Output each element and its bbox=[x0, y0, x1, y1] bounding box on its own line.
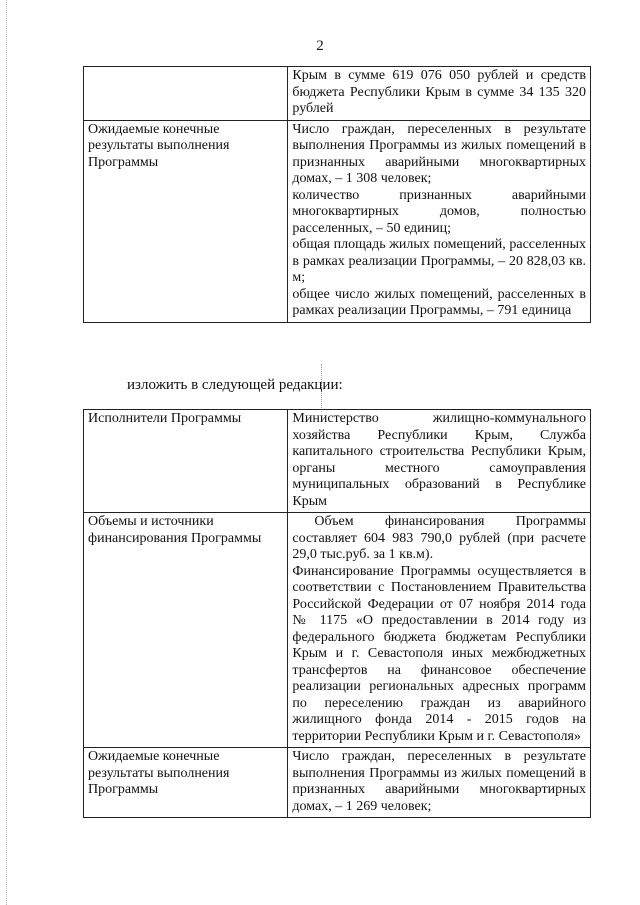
paragraph: общее число жилых помещений, расселенных в рамках реализации Программы, – 791 единица bbox=[292, 286, 586, 318]
previous-passport-table bbox=[83, 66, 591, 323]
row-content bbox=[288, 513, 591, 748]
table-row bbox=[84, 513, 591, 748]
row-label: Исполнители Программы bbox=[84, 410, 288, 513]
paragraph: Число граждан, переселенных в результате выполнения Программы из жилых помещений в признанных аварийными многоквартирных домах, – 1 269 человек; bbox=[292, 749, 586, 814]
table-row bbox=[84, 67, 591, 121]
paragraph: Министерство жилищно-коммунального хозяйства Республики Крым, Служба капитального строительства Республики Крым, органы местного самоуправления муниципальных образований в Республике Крым bbox=[292, 411, 586, 509]
row-label: Ожидаемые конечные результаты выполнения Программы bbox=[84, 748, 288, 818]
row-label bbox=[84, 67, 288, 121]
row-label: Объемы и источники финансирования Программы bbox=[84, 513, 288, 748]
row-content bbox=[288, 748, 591, 818]
table-row bbox=[84, 410, 591, 513]
paragraph: общая площадь жилых помещений, расселенных в рамках реализации Программы, – 20 828,03 кв. м; bbox=[292, 237, 586, 285]
row-content bbox=[288, 410, 591, 513]
paragraph: Число граждан, переселенных в результате выполнения Программы из жилых помещений в признанных аварийными многоквартирных домах, – 1 308 человек; bbox=[292, 121, 586, 186]
paragraph: Объем финансирования Программы составляет 604 983 790,0 рублей (при расчете 29,0 тыс.руб. за 1 кв.м). bbox=[292, 514, 586, 562]
paragraph: Крым в сумме 619 076 050 рублей и средств бюджета Республики Крым в сумме 34 135 320 рублей bbox=[292, 68, 586, 116]
table-row bbox=[84, 748, 591, 818]
page-number: 2 bbox=[316, 38, 324, 54]
instruction-text: изложить в следующей редакции: bbox=[127, 377, 343, 393]
new-passport-table bbox=[83, 409, 591, 818]
paragraph: количество признанных аварийными многоквартирных домов, полностью расселенных, – 50 единиц; bbox=[292, 187, 586, 236]
row-label: Ожидаемые конечные результаты выполнения Программы bbox=[84, 120, 288, 322]
table-row bbox=[84, 120, 591, 322]
paragraph: Финансирование Программы осуществляется в соответствии с Постановлением Правительства Российской Федерации от 07 ноября 2014 года № 1175 «О предоставлении в 2014 году из федерального бюджета бюджетам Республики Крым и г. Севастополя иных межбюджетных трансфертов на финансовое обеспечение реализации региональных адресных программ по переселению граждан из аварийного жилищного фонда 2014 - 2015 годов на территории Республики Крым и г. Севастополя» bbox=[292, 563, 586, 744]
row-content bbox=[288, 67, 591, 121]
scan-margin-line bbox=[6, 0, 7, 905]
row-content bbox=[288, 120, 591, 322]
